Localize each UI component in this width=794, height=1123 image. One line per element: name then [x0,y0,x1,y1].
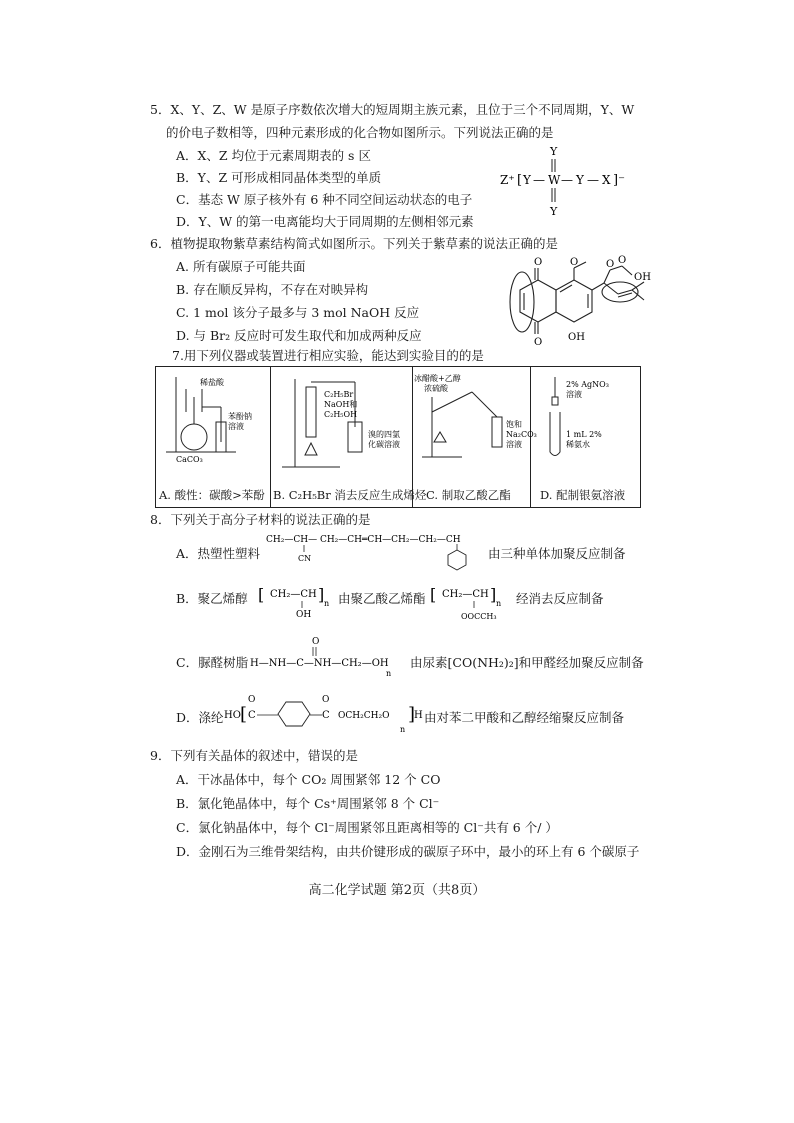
svg-text:]: ] [490,585,497,604]
q7-stem: 7.用下列仪器或装置进行相应实验，能达到实验目的的是 [172,348,484,363]
q8-option-c-formula [250,632,410,682]
q7-caption-c: C. 制取乙酸乙酯 [426,488,511,502]
q8-b-oac: OOCCH₃ [461,612,497,621]
q8-b-unit1: CH₂—CH [270,589,317,600]
q7-d-label-2: 溶液 [566,390,582,399]
q8-stem: 8．下列关于高分子材料的说法正确的是 [150,512,371,527]
svg-text:[: [ [240,704,248,725]
q7-d-label-4: 稀氨水 [566,440,590,449]
q8-d-c1: C [248,710,256,721]
q8-c-n: n [386,669,392,678]
q9-option-c: C．氯化钠晶体中，每个 Cl⁻周围紧邻且距离相等的 Cl⁻共有 6 个/ ） [176,820,558,835]
q8-option-b-label: B．聚乙烯醇 [176,591,248,606]
q7-c-label-1: 冰醋酸+乙醇 [414,374,461,383]
q8-d-o1: O [248,695,256,705]
q8-d-och: OCH₂CH₂O [338,711,390,721]
q7-d-label-1: 2% AgNO₃ [566,380,609,389]
q5-formula-y1: Y [523,173,531,187]
svg-text:]: ] [408,704,416,725]
q9-stem: 9．下列有关晶体的叙述中，错误的是 [150,748,358,763]
q7-caption-a: A. 酸性：碳酸>苯酚 [159,488,265,502]
q7-caption-b: B. C₂H₅Br 消去反应生成烯烃 [273,488,427,502]
q9-option-b: B．氯化铯晶体中，每个 Cs⁺周围紧邻 8 个 Cl⁻ [176,796,440,811]
q5-formula-dash2: — [561,173,573,187]
q8-d-o2: O [322,695,330,705]
q7-b-label-3: C₂H₅OH [324,410,358,419]
q6-option-c: C. 1 mol 该分子最多与 3 mol NaOH 反应 [176,305,420,320]
q8-b-unit2: CH₂—CH [442,589,489,600]
q7-c-label-2: 浓硫酸 [424,384,448,393]
svg-text:[: [ [258,585,265,604]
q7-apparatus-b-figure [270,367,412,482]
svg-text:]: ] [318,585,325,604]
q8-c-formula: H—NH—C—NH—CH₂—OH [250,658,389,669]
q5-formula-top-y: Y [550,145,558,158]
q5-formula-cation: Z⁺ [500,173,515,187]
q7-cell-c [412,367,537,507]
q8-d-h: H [414,710,423,721]
q7-b-label-1: C₂H₅Br [324,390,354,399]
q9-option-a: A．干冰晶体中，每个 CO₂ 周围紧邻 12 个 CO [176,772,441,787]
q5-formula-dash3: — [587,173,599,187]
q5-formula-bracket-right: ]⁻ [613,173,625,188]
q8-option-a-formula [266,530,476,580]
q8-option-c-tail: 由尿素[CO(NH₂)₂]和甲醛经加聚反应制备 [410,655,644,670]
q6-option-b: B. 存在顺反异构，不存在对映异构 [176,282,369,297]
q8-d-c2: C [322,710,330,721]
q8-option-d-label: D．涤纶 [176,710,224,725]
q8-a-cn: CN [298,554,312,563]
q8-option-a-tail: 由三种单体加聚反应制备 [488,546,626,561]
svg-text:O: O [534,257,543,268]
q7-cell-a [156,367,271,507]
q5-compound-figure [500,140,640,220]
q6-label-oh-top: OH [634,272,651,283]
svg-text:O: O [606,259,615,270]
q8-option-b-tail: 经消去反应制备 [516,591,604,606]
svg-text:[: [ [430,585,437,604]
q6-stem: 6．植物提取物紫草素结构简式如图所示。下列关于紫草素的说法正确的是 [150,236,558,251]
q6-shikonin-structure [498,250,658,350]
q7-apparatus-d-figure [530,367,638,482]
q5-formula-bracket-left: [ [517,173,523,188]
q8-b-n2: n [496,599,502,608]
q8-b-oh: OH [296,610,312,620]
q7-apparatus-a-figure [156,367,270,482]
q5-formula-w: W [548,173,561,187]
q8-option-b-mid: 由聚乙酸乙烯酯 [338,591,426,606]
q7-a-label-3: 溶液 [228,422,244,431]
q7-apparatus-table [155,366,641,508]
q8-option-c-label: C．脲醛树脂 [176,655,249,670]
q5-stem-line1: 5．X、Y、Z、W 是原子序数依次增大的短周期主族元素，且位于三个不同周期，Y、W [150,102,635,117]
q5-option-c: C．基态 W 原子核外有 6 种不同空间运动状态的电子 [176,192,473,207]
svg-text:O: O [534,337,543,348]
q8-c-o: O [312,637,320,647]
q7-a-label-4: CaCO₃ [176,455,203,464]
q8-d-n: n [400,725,406,734]
q7-apparatus-c-figure [412,367,537,482]
q7-c-label-4: Na₂CO₃ [506,430,537,439]
q8-a-chain: CH₂—CH— CH₂—CH═CH—CH₂—CH₂—CH [266,535,461,545]
q7-caption-d: D. 配制银氨溶液 [540,488,626,502]
q5-option-a: A．X、Z 均位于元素周期表的 s 区 [176,148,371,163]
q7-a-label-2: 苯酚钠 [228,412,252,421]
q5-formula-dash1: — [533,173,545,187]
q5-stem-line2: 的价电子数相等，四种元素形成的化合物如图所示。下列说法正确的是 [166,125,554,140]
q7-cell-d [530,367,638,507]
q7-b-label-2: NaOH和 [324,400,358,409]
q8-option-a-label: A．热塑性塑料 [176,546,261,561]
svg-text:O: O [618,255,627,266]
q5-option-b: B．Y、Z 可形成相同晶体类型的单质 [176,170,382,185]
q8-d-ho: HO [224,710,241,721]
q7-b-label-4: 溴的四氯 [368,430,400,439]
q9-option-d: D．金刚石为三维骨架结构，由共价键形成的碳原子环中，最小的环上有 6 个碳原子 [176,844,640,859]
q8-option-d-tail: 由对苯二甲酸和乙醇经缩聚反应制备 [424,710,625,725]
q5-formula-x: X [602,173,611,187]
q7-a-label-1: 稀盐酸 [200,378,224,387]
q5-formula-bottom-y: Y [550,205,558,218]
q7-d-label-3: 1 mL 2% [566,430,602,439]
svg-text:O: O [570,257,579,268]
q7-b-label-5: 化碳溶液 [368,440,400,449]
q5-option-d: D．Y、W 的第一电离能均大于同周期的左侧相邻元素 [176,214,474,229]
q6-label-oh-bottom: OH [568,332,585,343]
q5-formula-y2: Y [576,173,584,187]
q7-cell-b [270,367,427,507]
page-footer: 高二化学试题 第2页（共8页） [308,883,486,898]
q8-b-n1: n [324,599,330,608]
q6-option-a: A. 所有碳原子可能共面 [176,259,306,274]
q6-option-d: D. 与 Br₂ 反应时可发生取代和加成两种反应 [176,328,422,343]
q7-c-label-5: 溶液 [506,440,522,449]
q7-c-label-3: 饱和 [506,420,522,429]
